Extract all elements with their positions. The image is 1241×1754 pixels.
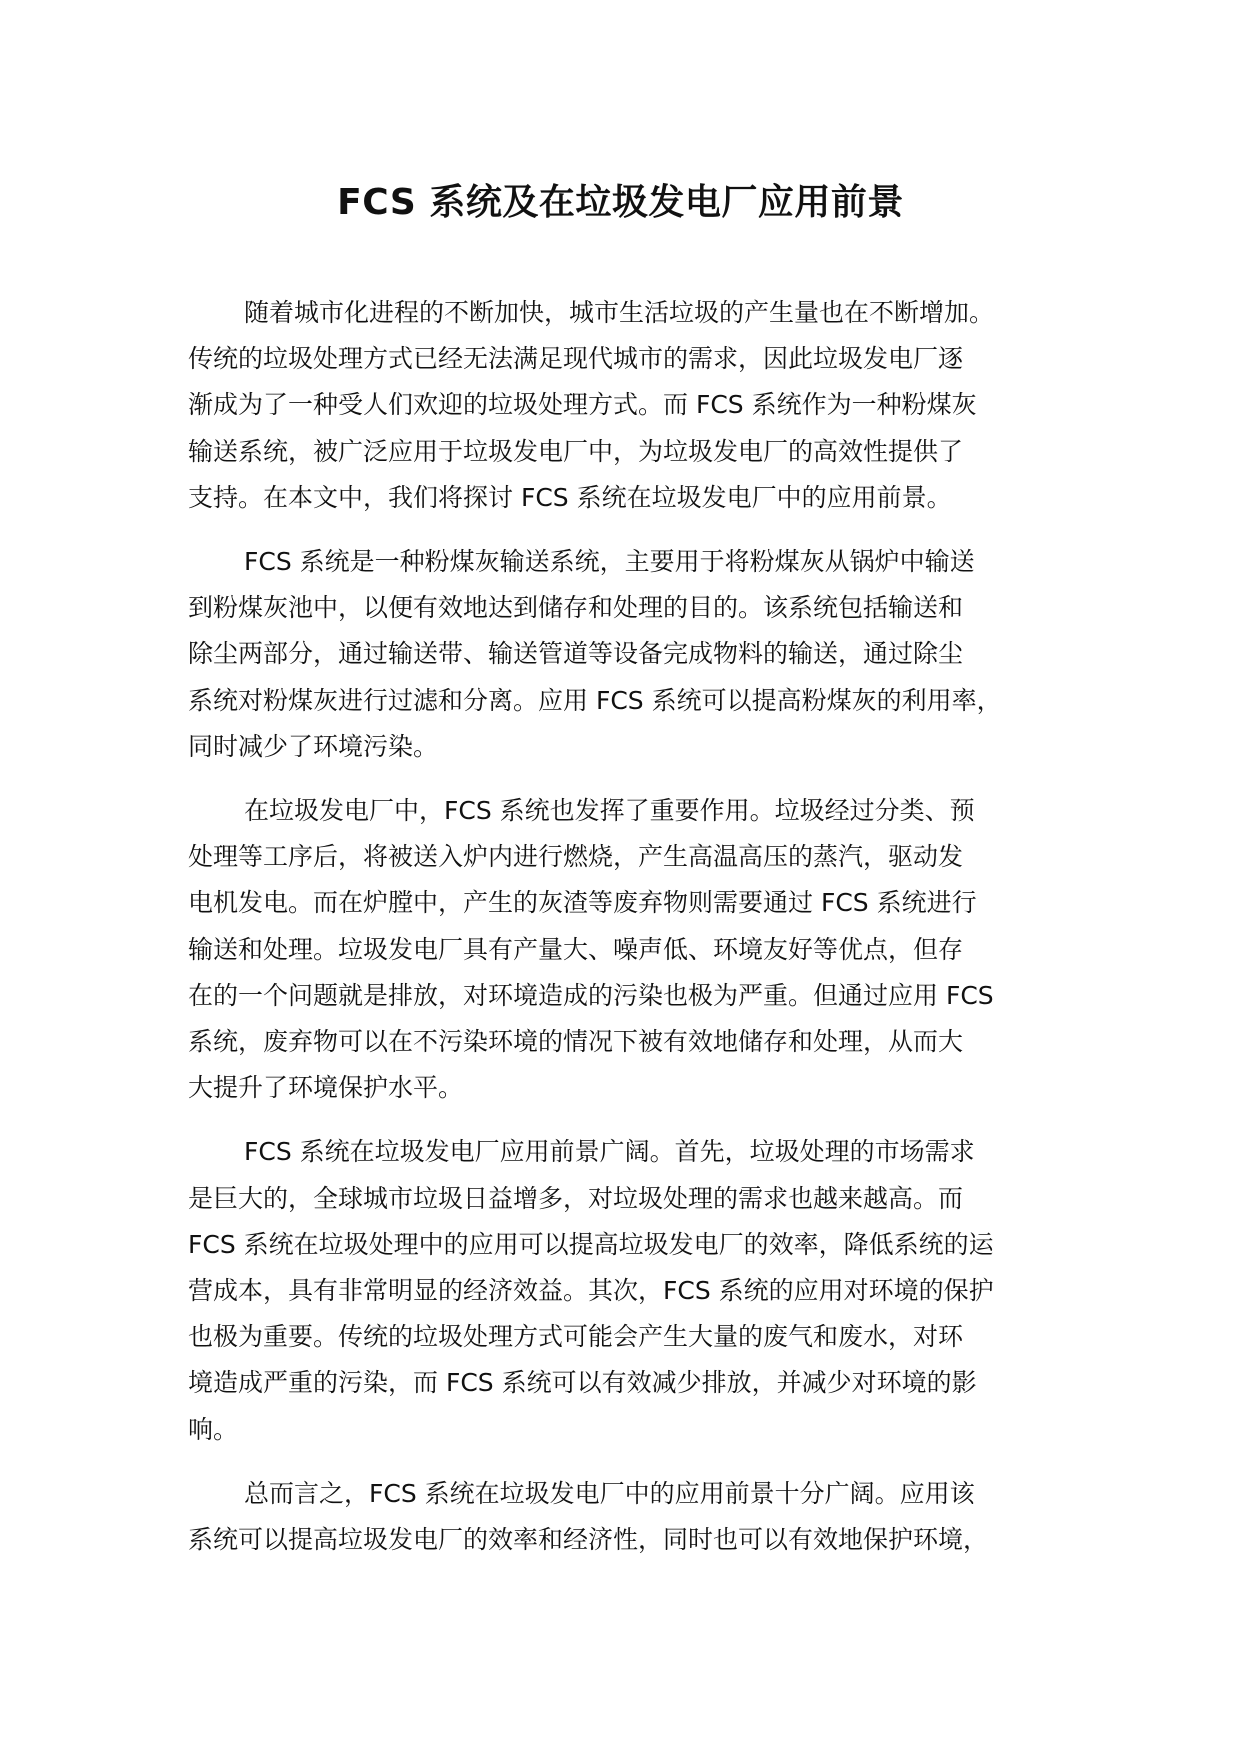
paragraph (188, 1129, 1068, 1452)
text-line: 系统对粉煤灰进行过滤和分离。应用 FCS 系统可以提高粉煤灰的利用率， (188, 685, 1002, 715)
text-line: 系统，废弃物可以在不污染环境的情况下被有效地储存和处理，从而大 (188, 1027, 964, 1057)
text-line: 是巨大的，全球城市垃圾日益增多，对垃圾处理的需求也越来越高。而 (188, 1183, 964, 1213)
text-line: 大提升了环境保护水平。 (188, 1073, 464, 1103)
paragraph (188, 290, 1068, 521)
text-line: 电机发电。而在炉膛中，产生的灰渣等废弃物则需要通过 FCS 系统进行 (188, 888, 977, 918)
text-line: FCS 系统在垃圾处理中的应用可以提高垃圾发电厂的效率，降低系统的运 (188, 1229, 994, 1259)
text-line: 随着城市化进程的不断加快，城市生活垃圾的产生量也在不断增加。 (244, 298, 995, 327)
text-line: 在垃圾发电厂中，FCS 系统也发挥了重要作用。垃圾经过分类、预 (244, 796, 975, 826)
text-line: 总而言之，FCS 系统在垃圾发电厂中的应用前景十分广阔。应用该 (244, 1478, 975, 1508)
text-line: 同时减少了环境污染。 (188, 731, 439, 761)
text-line: 输送和处理。垃圾发电厂具有产量大、噪声低、环境友好等优点，但存 (188, 934, 964, 964)
text-line: 境造成严重的污染，而 FCS 系统可以有效减少排放，并减少对环境的影 (188, 1368, 977, 1398)
text-line: 传统的垃圾处理方式已经无法满足现代城市的需求，因此垃圾发电厂逐 (188, 344, 964, 374)
paragraph (188, 788, 1068, 1111)
text-line: 系统可以提高垃圾发电厂的效率和经济性，同时也可以有效地保护环境， (188, 1525, 989, 1555)
text-line: 渐成为了一种受人们欢迎的垃圾处理方式。而 FCS 系统作为一种粉煤灰 (188, 390, 977, 420)
document-title: FCS 系统及在垃圾发电厂应用前景 (337, 182, 904, 223)
paragraph (188, 1471, 1068, 1563)
text-line: 到粉煤灰池中，以便有效地达到储存和处理的目的。该系统包括输送和 (188, 593, 964, 623)
text-line: 响。 (188, 1414, 239, 1444)
document-body (188, 290, 1068, 1581)
text-line: 支持。在本文中，我们将探讨 FCS 系统在垃圾发电厂中的应用前景。 (188, 482, 952, 512)
text-line: 除尘两部分，通过输送带、输送管道等设备完成物料的输送，通过除尘 (188, 639, 964, 669)
text-line: 在的一个问题就是排放，对环境造成的污染也极为严重。但通过应用 FCS (188, 980, 994, 1010)
text-line: FCS 系统在垃圾发电厂应用前景广阔。首先，垃圾处理的市场需求 (244, 1137, 975, 1167)
paragraph (188, 539, 1068, 770)
text-line: 营成本，具有非常明显的经济效益。其次，FCS 系统的应用对环境的保护 (188, 1276, 994, 1306)
text-line: 输送系统，被广泛应用于垃圾发电厂中，为垃圾发电厂的高效性提供了 (188, 436, 964, 466)
text-line: FCS 系统是一种粉煤灰输送系统，主要用于将粉煤灰从锅炉中输送 (244, 547, 975, 577)
text-line: 处理等工序后，将被送入炉内进行燃烧，产生高温高压的蒸汽，驱动发 (188, 842, 964, 872)
text-line: 也极为重要。传统的垃圾处理方式可能会产生大量的废气和废水，对环 (188, 1322, 964, 1352)
